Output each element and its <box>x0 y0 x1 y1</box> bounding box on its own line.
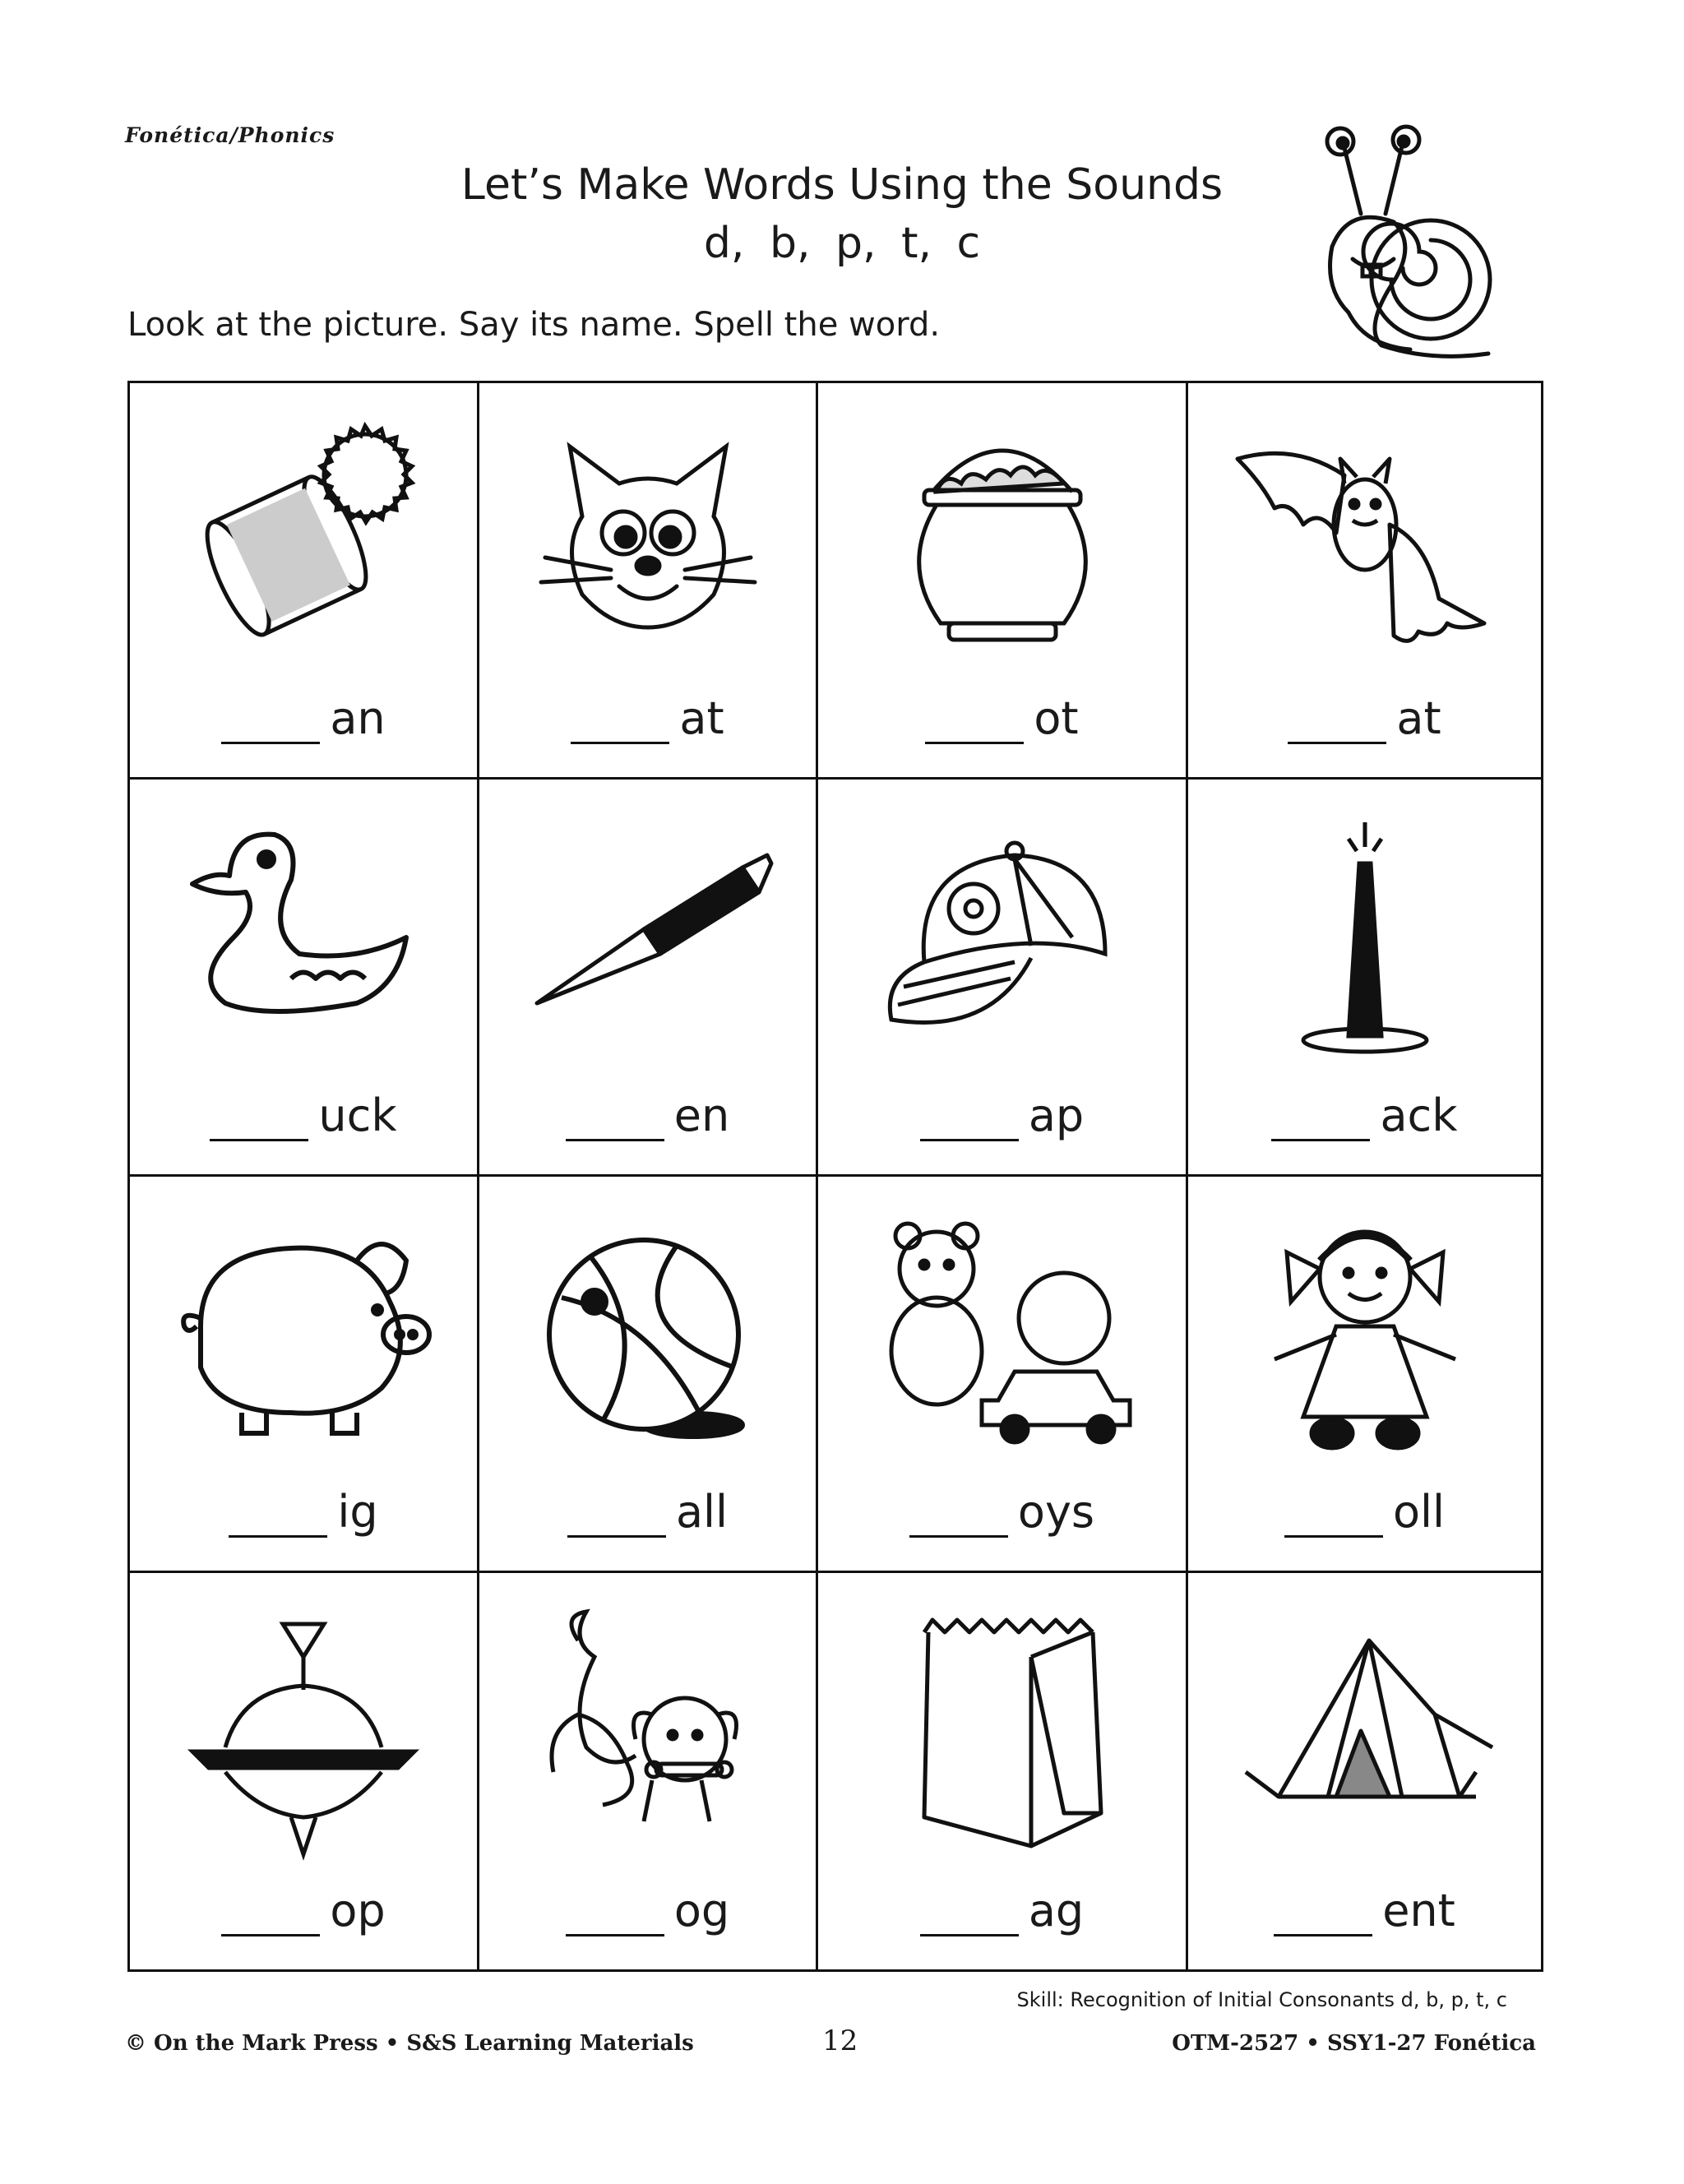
answer-blank[interactable] <box>1288 704 1386 744</box>
answer-blank[interactable] <box>221 1896 320 1936</box>
answer-blank[interactable] <box>920 1101 1019 1141</box>
worksheet-cell <box>479 1177 818 1573</box>
word-prompt <box>818 1090 1186 1141</box>
snail-icon <box>1295 123 1492 370</box>
worksheet-cell <box>130 780 479 1176</box>
word-suffix: ent <box>1382 1885 1455 1936</box>
answer-blank[interactable] <box>1271 1101 1370 1141</box>
answer-blank[interactable] <box>920 1896 1019 1936</box>
answer-blank[interactable] <box>229 1497 327 1538</box>
worksheet-cell <box>1188 1573 1541 1969</box>
answer-blank[interactable] <box>566 1101 664 1141</box>
word-prompt <box>130 1885 477 1936</box>
bat-icon <box>1229 418 1501 673</box>
worksheet-cell <box>818 780 1188 1176</box>
answer-blank[interactable] <box>566 1896 664 1936</box>
worksheet-cell <box>1188 780 1541 1176</box>
tent-icon <box>1229 1608 1501 1862</box>
answer-blank[interactable] <box>567 1497 666 1538</box>
doll-icon <box>1229 1211 1501 1466</box>
word-prompt <box>1188 1885 1541 1936</box>
worksheet-grid <box>127 381 1543 1972</box>
pig-icon <box>168 1211 439 1466</box>
word-suffix: og <box>673 1885 730 1936</box>
word-prompt <box>818 1486 1186 1538</box>
bag-icon <box>867 1608 1138 1862</box>
word-prompt <box>479 1090 816 1141</box>
instructions: Look at the picture. Say its name. Spell the word. <box>127 306 941 344</box>
can-icon <box>168 418 439 673</box>
word-prompt <box>1188 692 1541 744</box>
word-prompt <box>818 692 1186 744</box>
spinning-top-icon <box>168 1608 439 1862</box>
word-suffix: oys <box>1017 1485 1095 1538</box>
worksheet-cell <box>818 1573 1188 1969</box>
page-subtitle: d, b, p, t, c <box>703 219 981 268</box>
word-prompt <box>130 692 477 744</box>
worksheet-cell <box>130 1573 479 1969</box>
word-suffix: ig <box>337 1485 378 1538</box>
skill-note: Skill: Recognition of Initial Consonants d, b, p, t, c <box>1016 1988 1507 2011</box>
answer-blank[interactable] <box>925 704 1024 744</box>
word-suffix: at <box>679 692 724 745</box>
word-suffix: all <box>675 1485 729 1538</box>
pen-icon <box>512 814 784 1069</box>
ball-icon <box>512 1211 784 1466</box>
word-prompt <box>479 692 816 744</box>
word-prompt <box>479 1885 816 1936</box>
worksheet-cell <box>479 383 818 780</box>
cat-icon <box>512 418 784 673</box>
answer-blank[interactable] <box>210 1101 308 1141</box>
worksheet-cell <box>1188 383 1541 780</box>
answer-blank[interactable] <box>221 704 320 744</box>
worksheet-cell <box>818 1177 1188 1573</box>
word-prompt <box>1188 1090 1541 1141</box>
word-suffix: ap <box>1028 1089 1085 1141</box>
section-label: Fonética/Phonics <box>125 123 335 147</box>
word-suffix: oll <box>1392 1485 1446 1538</box>
word-suffix: op <box>330 1885 386 1936</box>
answer-blank[interactable] <box>1284 1497 1383 1538</box>
pot-icon <box>867 418 1138 673</box>
page-number: 12 <box>822 2024 858 2057</box>
worksheet-cell <box>1188 1177 1541 1573</box>
duck-icon <box>168 814 439 1069</box>
copyright: © On the Mark Press • S&S Learning Materials <box>125 2031 694 2056</box>
answer-blank[interactable] <box>571 704 669 744</box>
tack-icon <box>1229 814 1501 1069</box>
worksheet-cell <box>479 780 818 1176</box>
word-prompt <box>479 1486 816 1538</box>
toys-icon <box>867 1211 1138 1466</box>
word-prompt <box>818 1885 1186 1936</box>
worksheet-cell <box>130 1177 479 1573</box>
word-suffix: uck <box>318 1089 397 1141</box>
page-title: Let’s Make Words Using the Sounds <box>460 160 1224 210</box>
worksheet-cell <box>479 1573 818 1969</box>
word-prompt <box>1188 1486 1541 1538</box>
answer-blank[interactable] <box>1274 1896 1372 1936</box>
word-suffix: an <box>330 692 386 745</box>
dog-icon <box>512 1608 784 1862</box>
word-suffix: ag <box>1028 1885 1085 1936</box>
worksheet-cell <box>818 383 1188 780</box>
worksheet-cell <box>130 383 479 780</box>
word-prompt <box>130 1486 477 1538</box>
word-suffix: ack <box>1380 1089 1458 1141</box>
cap-icon <box>867 814 1138 1069</box>
answer-blank[interactable] <box>909 1497 1008 1538</box>
product-code: OTM-2527 • SSY1-27 Fonética <box>1172 2031 1536 2056</box>
word-suffix: en <box>673 1089 730 1141</box>
word-prompt <box>130 1090 477 1141</box>
word-suffix: ot <box>1034 692 1079 745</box>
word-suffix: at <box>1396 692 1441 745</box>
